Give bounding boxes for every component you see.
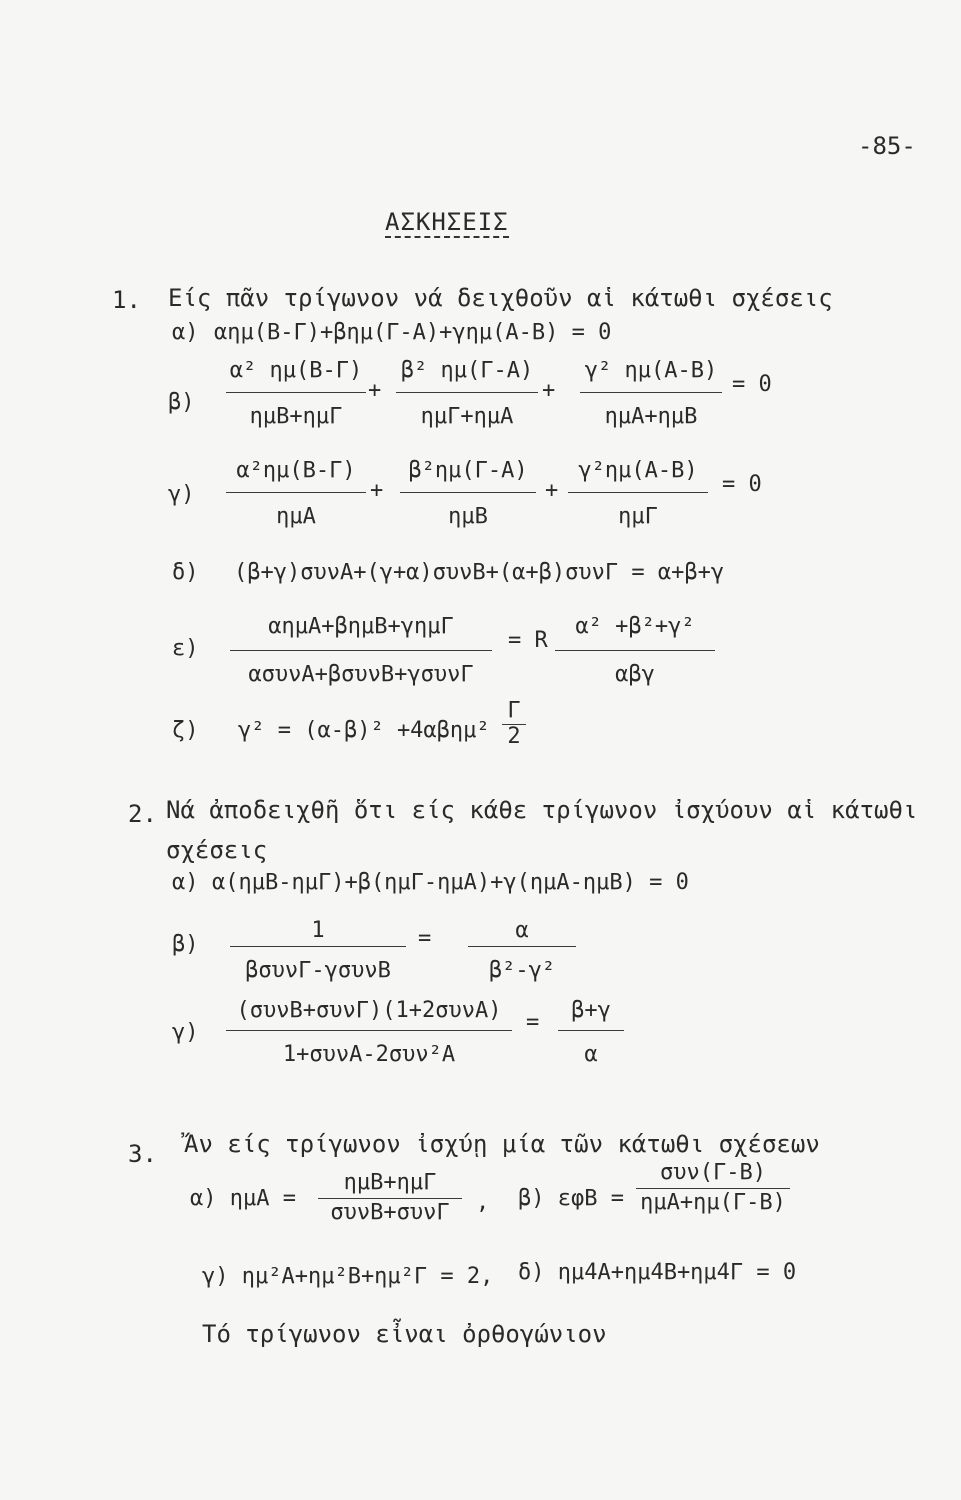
ex2-a-eq: α(ημΒ-ημΓ)+β(ημΓ-ημΑ)+γ(ημΑ-ημΒ) = 0 [212,870,689,895]
ex1-c-plus1: + [370,478,384,503]
ex1-c-plus2: + [545,478,559,503]
ex1-e-frac-right: α² +β²+γ² αβγ [555,614,715,692]
ex1-c-frac2: β²ημ(Γ-Α) ημΒ [400,458,536,534]
page-title: ΑΣΚΗΣΕΙΣ [385,208,509,236]
ex1-a-label: α) [172,320,199,345]
ex1-c-label: γ) [168,482,195,507]
ex3-c-eq: γ) ημ²Α+ημ²Β+ημ²Γ = 2, [202,1264,494,1289]
ex3-b-frac: συν(Γ-Β) ημΑ+ημ(Γ-Β) [636,1160,790,1230]
ex2-b-frac-right: α β²-γ² [468,918,576,988]
ex2-b-frac-left: 1 βσυνΓ-γσυνΒ [230,918,406,988]
ex1-b-label: β) [168,390,195,415]
ex1-c-frac3: γ²ημ(Α-Β) ημΓ [568,458,708,534]
ex3-comma: , [476,1190,490,1215]
ex1-c-frac1: α²ημ(Β-Γ) ημΑ [226,458,366,534]
ex3-a-label: α) ημΑ = [190,1186,296,1211]
ex1-b-eq-zero: = 0 [732,372,772,397]
ex1-a-eq: αημ(Β-Γ)+βημ(Γ-Α)+γημ(Α-Β) = 0 [214,320,612,345]
ex1-z-eq: γ² = (α-β)² +4αβημ² [238,718,490,743]
ex1-e-label: ε) [172,636,199,661]
ex2-c-frac-left: (συνΒ+συνΓ)(1+2συνΑ) 1+συνΑ-2συν²Α [226,998,512,1074]
ex2-intro-line1: Νά ἀποδειχθῆ ὅτι είς κάθε τρίγωνον ἰσχύουν αἱ κάτωθι [166,796,918,824]
page-number: -85- [858,132,916,160]
ex2-b-eq: = [418,926,432,951]
ex3-intro: Ἄν είς τρίγωνον ἰσχύῃ μία τῶν κάτωθι σχέσεων [184,1130,820,1158]
ex3-a-frac: ημΒ+ημΓ συνΒ+συνΓ [318,1170,462,1240]
ex1-c-eq-zero: = 0 [722,472,762,497]
ex1-b-frac1: α² ημ(Β-Γ) ημΒ+ημΓ [226,358,366,434]
ex3-number: 3. [128,1140,157,1168]
ex1-b-frac3: γ² ημ(Α-Β) ημΑ+ημΒ [580,358,722,434]
ex3-d-eq: δ) ημ4Α+ημ4Β+ημ4Γ = 0 [518,1260,797,1285]
ex1-z-label: ζ) [172,718,199,743]
ex1-b-plus2: + [542,378,556,403]
ex2-c-label: γ) [172,1020,199,1045]
ex1-b-frac2: β² ημ(Γ-Α) ημΓ+ημΑ [396,358,538,434]
ex2-c-eq: = [526,1010,540,1035]
ex2-a-label: α) [172,870,199,895]
ex1-d-label: δ) [172,560,199,585]
ex1-b-plus1: + [368,378,382,403]
ex1-e-frac-left: αημΑ+βημΒ+γημΓ ασυνΑ+βσυνΒ+γσυνΓ [230,614,492,692]
ex1-number: 1. [112,286,141,314]
ex2-number: 2. [128,800,157,828]
ex1-e-eq-r: = R [508,628,548,653]
ex1-intro: Είς πᾶν τρίγωνον νά δειχθοῦν αἱ κάτωθι σχέσεις [168,284,833,312]
ex1-z-half-frac: Γ 2 [502,698,526,752]
ex2-c-frac-right: β+γ α [558,998,624,1074]
ex3-b-label: β) εφΒ = [518,1186,624,1211]
ex1-d-eq: (β+γ)συνΑ+(γ+α)συνΒ+(α+β)συνΓ = α+β+γ [234,560,725,585]
ex2-intro-line2: σχέσεις [166,836,268,864]
ex2-b-label: β) [172,932,199,957]
ex3-conclusion: Τό τρίγωνον εἶναι ὀρθογώνιον [202,1320,607,1348]
